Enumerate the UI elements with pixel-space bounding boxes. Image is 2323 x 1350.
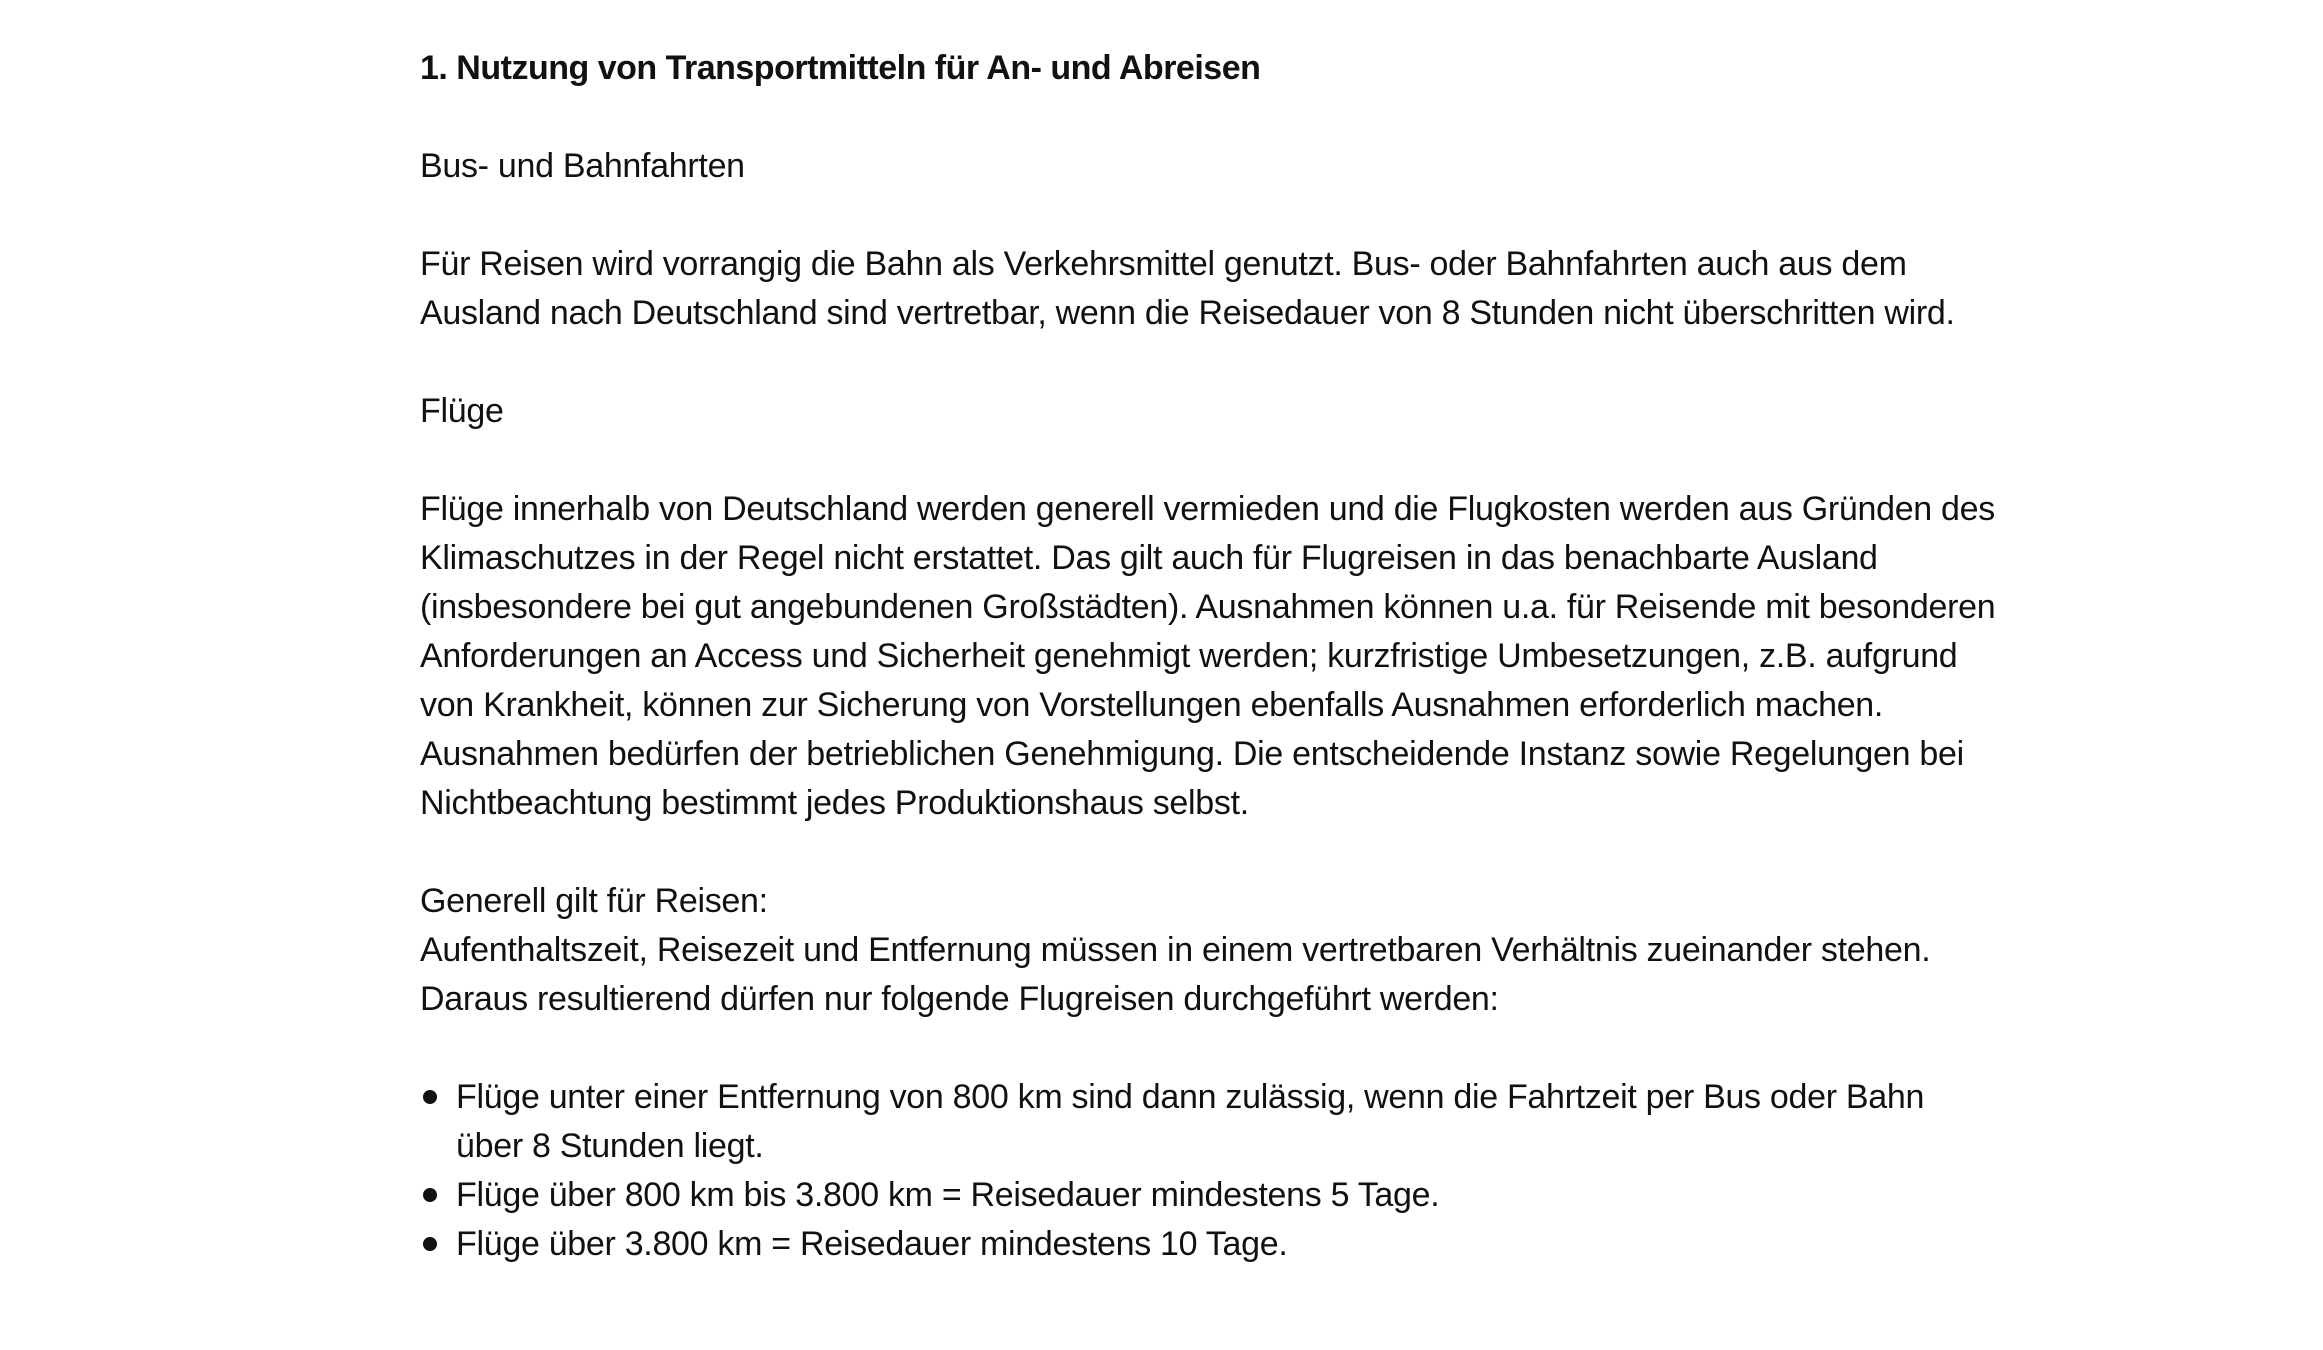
general-rule-line: Aufenthaltszeit, Reisezeit und Entfernung müssen in einem vertretbaren Verhältnis zueinander stehen. [420, 931, 1931, 969]
section-title-bus-rail: Bus- und Bahnfahrten [420, 147, 745, 185]
document-heading: 1. Nutzung von Transportmitteln für An- und Abreisen [420, 49, 1261, 87]
list-item-text: Flüge über 3.800 km = Reisedauer mindestens 10 Tage. [456, 1225, 1288, 1263]
list-item-text: Flüge unter einer Entfernung von 800 km sind dann zulässig, wenn die Fahrtzeit per Bus oder Bahn über 8 Stunden liegt. [456, 1078, 1925, 1165]
section-title-flights: Flüge [420, 392, 504, 430]
list-item-text: Flüge über 800 km bis 3.800 km = Reisedauer mindestens 5 Tage. [456, 1176, 1440, 1214]
list-item [420, 1220, 2000, 1269]
bullet-icon [423, 1188, 437, 1202]
section-body-bus-rail: Für Reisen wird vorrangig die Bahn als Verkehrsmittel genutzt. Bus- oder Bahnfahrten auch aus dem Ausland nach Deutschland sind vertretbar, wenn die Reisedauer von 8 Stunden nicht überschritten wird. [420, 245, 1955, 332]
list-item [420, 1073, 2000, 1171]
general-consequence-line: Daraus resultierend dürfen nur folgende Flugreisen durchgeführt werden: [420, 980, 1499, 1018]
flight-rules-list [420, 1073, 2000, 1269]
bullet-icon [423, 1237, 437, 1251]
list-item [420, 1171, 2000, 1220]
document [420, 44, 2000, 1269]
section-title-general: Generell gilt für Reisen: [420, 882, 768, 920]
section-body-flights: Flüge innerhalb von Deutschland werden generell vermieden und die Flugkosten werden aus Gründen des Klimaschutzes in der Regel nicht erstattet. Das gilt auch für Flugreisen in das benachbarte Ausland (insbesondere bei gut angebundenen Großstädten). Ausnahmen können u.a. für Reisende mit besonderen Anforderungen an Access und Sicherheit genehmigt werden; kurzfristige Umbesetzungen, z.B. aufgrund von Krankheit, können zur Sicherung von Vorstellungen ebenfalls Ausnahmen erforderlich machen. Ausnahmen bedürfen der betrieblichen Genehmigung. Die entscheidende Instanz sowie Regelungen bei Nichtbeachtung bestimmt jedes Produktionshaus selbst. [420, 490, 1996, 822]
bullet-icon [423, 1090, 437, 1104]
